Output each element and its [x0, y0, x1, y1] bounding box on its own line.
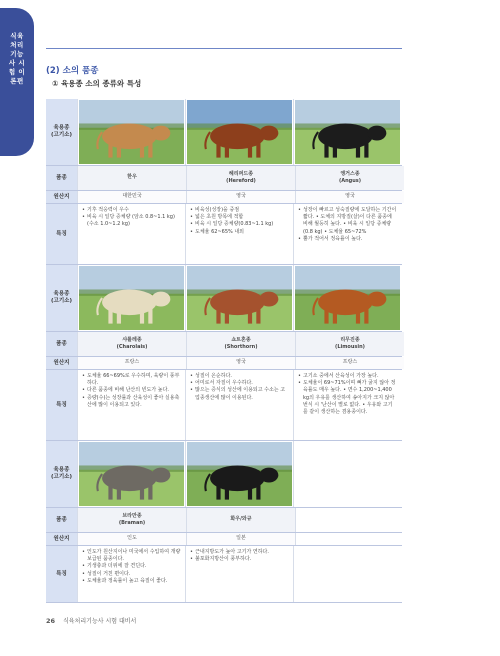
empty-cell [295, 508, 404, 532]
side-tab-text: 식육처리기능사 시험 이론편 [8, 32, 26, 85]
breed-name-header: 품종 [46, 332, 77, 356]
origin-row [46, 533, 402, 546]
trait-item: • 어미로서 자질이 우수하다. [190, 380, 289, 387]
trait-item: • 근내지방도가 높아 고기가 연하다. [190, 549, 269, 556]
trait-item: • 뿔가 적어서 정육률이 높다. [298, 236, 397, 243]
breed-photo [185, 441, 293, 507]
top-rule [46, 48, 402, 49]
breed-english-name: (Hereford) [226, 178, 256, 184]
image-header: 육용종 (고기소) [46, 441, 77, 507]
trait-item: • 성질이 거친 편이다. [82, 571, 181, 578]
breed-name-cell [295, 332, 404, 356]
breed-origin: 인도 [77, 533, 186, 545]
image-header: 육용종 (고기소) [46, 99, 77, 165]
image-row [46, 99, 402, 166]
breed-photo [185, 265, 293, 331]
traits-header: 특징 [46, 370, 77, 440]
breed-name-header: 품종 [46, 508, 77, 532]
empty-cell [293, 441, 401, 507]
breed-origin: 영국 [186, 191, 295, 203]
breed-name-row [46, 508, 402, 533]
trait-item: • 도체율 66~69%로 우수하며, 육량이 풍부하다. [82, 373, 181, 387]
traits-row [46, 204, 402, 265]
trait-item: • 고기소 중에서 산육성이 가장 높다. [298, 373, 397, 380]
breed-name-cell [186, 332, 295, 356]
cow-photo [295, 266, 400, 330]
breed-english-name: (Braman) [118, 520, 146, 526]
breed-origin: 일본 [186, 533, 295, 545]
breed-korean-name: 헤리퍼드종 [228, 170, 254, 177]
breed-traits [185, 546, 293, 602]
image-header: 육용종 (고기소) [46, 265, 77, 331]
breed-traits [293, 370, 401, 440]
breed-korean-name: 리무진종 [340, 336, 360, 343]
breed-name-cell [295, 166, 404, 190]
breed-korean-name: 화우/와규 [230, 516, 252, 523]
cow-photo [79, 266, 184, 330]
breed-korean-name: 브라만종 [122, 512, 142, 519]
breed-korean-name: 샤롤레종 [122, 336, 142, 343]
page-footer [46, 616, 136, 625]
breed-name-cell [186, 166, 295, 190]
breed-name-row [46, 332, 402, 357]
trait-item: • 성질이 온순하다. [190, 373, 289, 380]
breed-photo [77, 265, 185, 331]
breed-photo [77, 99, 185, 165]
trait-item: • 도체율과 정육률이 높고 육질이 좋다. [82, 578, 181, 585]
breed-name-cell [77, 508, 186, 532]
cow-photo [187, 442, 292, 506]
breed-korean-name: 한우 [127, 174, 137, 181]
breed-english-name: (Shorthorn) [224, 344, 258, 350]
breed-traits [77, 370, 185, 440]
trait-item: • 비육성(성장)을 중점 [190, 207, 273, 214]
origin-row [46, 191, 402, 204]
trait-item: • 인도가 원산지이나 미국에서 수입하여 개량 보급된 품종이다. [82, 549, 181, 563]
breed-traits [293, 204, 401, 264]
trait-item: • 증량(수)는 성장률과 산육성이 좋아 실용축산에 많이 이용되고 있다. [82, 395, 181, 409]
book-title: 식육처리기능사 시험 대비서 [62, 618, 137, 625]
image-row [46, 265, 402, 332]
breed-origin: 영국 [295, 191, 404, 203]
origin-row [46, 357, 402, 370]
origin-header: 원산지 [46, 533, 77, 545]
breed-name-cell [77, 332, 186, 356]
empty-cell [293, 546, 401, 602]
section-title: (2) 소의 품종 [46, 66, 99, 76]
origin-header: 원산지 [46, 191, 77, 203]
trait-item: • 도체율 62~65% 내외 [190, 229, 273, 236]
breed-origin: 프랑스 [77, 357, 186, 369]
breed-name-header: 품종 [46, 166, 77, 190]
cow-photo [79, 100, 184, 164]
breed-traits [77, 546, 185, 602]
trait-item: • 불포화지방산이 풍부하다. [190, 556, 269, 563]
origin-header: 원산지 [46, 357, 77, 369]
traits-header: 특징 [46, 204, 77, 264]
breed-name-cell [186, 508, 295, 532]
breed-name-cell [77, 166, 186, 190]
breed-origin: 프랑스 [295, 357, 404, 369]
trait-item: • 다른 품종에 비해 난산의 빈도가 높다. [82, 387, 181, 394]
image-row [46, 441, 402, 508]
breed-photo [293, 99, 401, 165]
breed-photo [77, 441, 185, 507]
trait-item: • 도체율이 69~71%이며 뼈가 굵지 않아 정육률도 매우 높다. • 면수 1,200~1,400 kg의 우유를 생산하여 송아지가 크지 않아 번식 시 '난산이 별로 없다. • 우유와 고기를 같이 생산하는 겸용종이다. [298, 380, 397, 416]
cow-photo [187, 266, 292, 330]
breed-traits [77, 204, 185, 264]
breed-table [46, 99, 402, 603]
trait-item: • 성장이 빠르고 성숙질량에 도달하는 기간이 짧다. • 도체의 지방질(살)이 다른 품종에 비해 월등히 높다. • 비육 시 일당 증체량(0.8 kg) • 도체율 65~72% [298, 207, 397, 236]
breed-origin: 대한민국 [77, 191, 186, 203]
breed-photo [293, 265, 401, 331]
page-number: 26 [46, 617, 56, 625]
breed-english-name: (Limousin) [335, 344, 365, 350]
breed-english-name: (Charolais) [116, 344, 148, 350]
breed-traits [185, 370, 293, 440]
subsection-title: ① 육용종 소의 종류와 특성 [52, 79, 142, 88]
breed-english-name: (Angus) [338, 178, 362, 184]
trait-item: • 비육 시 일당 증체량(0.83~1.1 kg) [190, 221, 273, 228]
traits-row [46, 546, 402, 603]
breed-korean-name: 앵거스종 [340, 170, 360, 177]
breed-origin: 영국 [186, 357, 295, 369]
cow-photo [79, 442, 184, 506]
traits-header: 특징 [46, 546, 77, 602]
cow-photo [295, 100, 400, 164]
trait-item: • 비육 시 일당 증체량 (암소 0.8~1.1 kg) (수소 1.0~1.2 kg) [82, 214, 181, 228]
side-tab [0, 8, 34, 156]
trait-item: • 넓은 초원 방목에 적합 [190, 214, 273, 221]
cow-photo [187, 100, 292, 164]
breed-korean-name: 쇼트혼종 [231, 336, 251, 343]
trait-item: • 기후 적응력이 우수 [82, 207, 181, 214]
trait-item: • 많으는 증식의 성산에 이용되고 수소는 고업종생산에 많이 이용된다. [190, 387, 289, 401]
breed-name-row [46, 166, 402, 191]
trait-item: • 기생충과 더위에 잘 견딘다. [82, 563, 181, 570]
empty-cell [295, 533, 404, 545]
breed-traits [185, 204, 293, 264]
traits-row [46, 370, 402, 441]
breed-photo [185, 99, 293, 165]
